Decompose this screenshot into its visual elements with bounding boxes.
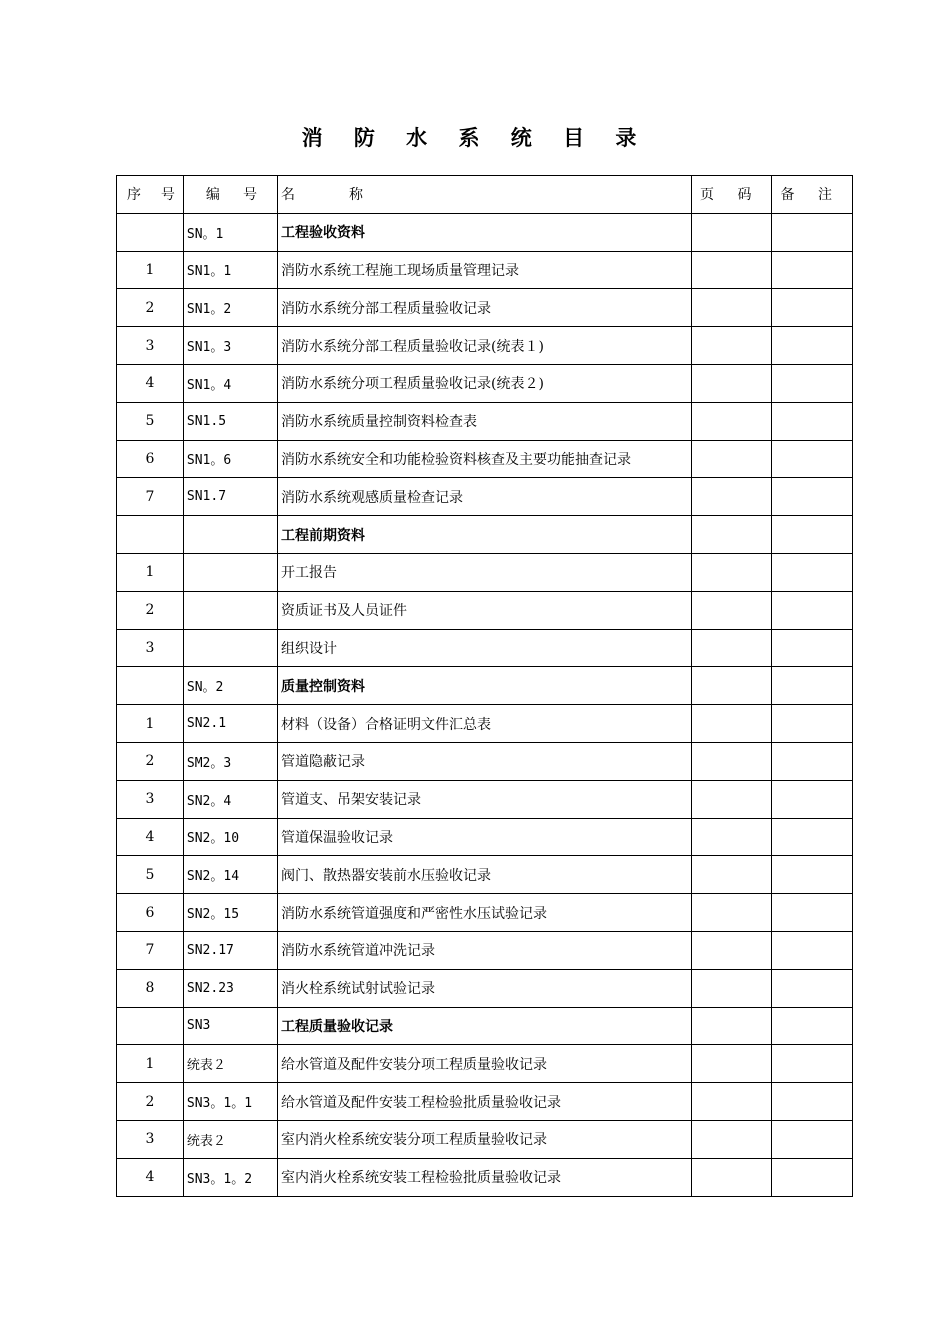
row-name: 管道隐蔽记录 xyxy=(277,742,691,780)
row-note xyxy=(772,516,853,554)
row-name: 消防水系统管道强度和严密性水压试验记录 xyxy=(277,894,691,932)
row-name: 消防水系统安全和功能检验资料核查及主要功能抽查记录 xyxy=(277,440,691,478)
row-page xyxy=(691,969,772,1007)
row-note xyxy=(772,289,853,327)
row-name: 组织设计 xyxy=(277,629,691,667)
row-code xyxy=(183,553,277,591)
row-code: SN。2 xyxy=(183,667,277,705)
row-name: 消防水系统工程施工现场质量管理记录 xyxy=(277,251,691,289)
row-page xyxy=(691,289,772,327)
table-row xyxy=(117,440,853,478)
row-seq: 4 xyxy=(117,818,184,856)
row-seq: 4 xyxy=(117,1158,184,1196)
page-title: 消 防 水 系 统 目 录 xyxy=(301,125,649,150)
row-name: 工程质量验收记录 xyxy=(277,1007,691,1045)
table-row xyxy=(117,1045,853,1083)
row-seq: 3 xyxy=(117,780,184,818)
table-row xyxy=(117,1120,853,1158)
row-name: 室内消火栓系统安装工程检验批质量验收记录 xyxy=(277,1158,691,1196)
row-code: SN2。4 xyxy=(183,780,277,818)
row-page xyxy=(691,629,772,667)
row-page xyxy=(691,1083,772,1121)
row-name: 消防水系统观感质量检查记录 xyxy=(277,478,691,516)
row-name: 管道保温验收记录 xyxy=(277,818,691,856)
row-note xyxy=(772,780,853,818)
table-row xyxy=(117,780,853,818)
row-seq: 1 xyxy=(117,553,184,591)
row-page xyxy=(691,440,772,478)
row-code xyxy=(183,591,277,629)
row-code: SN3。1。1 xyxy=(183,1083,277,1121)
row-page xyxy=(691,742,772,780)
table-row xyxy=(117,327,853,365)
row-code: 统表２ xyxy=(183,1045,277,1083)
table-row xyxy=(117,402,853,440)
row-page xyxy=(691,591,772,629)
row-seq: 1 xyxy=(117,705,184,743)
row-seq: 6 xyxy=(117,440,184,478)
row-note xyxy=(772,818,853,856)
row-page xyxy=(691,478,772,516)
header-note: 备注 xyxy=(772,176,853,214)
row-code: SN1。4 xyxy=(183,364,277,402)
row-name: 给水管道及配件安装工程检验批质量验收记录 xyxy=(277,1083,691,1121)
row-code: SN3 xyxy=(183,1007,277,1045)
row-code: SN1。2 xyxy=(183,289,277,327)
row-code: SN2.23 xyxy=(183,969,277,1007)
row-name: 消防水系统管道冲洗记录 xyxy=(277,931,691,969)
row-seq: 5 xyxy=(117,402,184,440)
row-code xyxy=(183,516,277,554)
row-name: 给水管道及配件安装分项工程质量验收记录 xyxy=(277,1045,691,1083)
row-seq: 2 xyxy=(117,591,184,629)
row-seq: 8 xyxy=(117,969,184,1007)
row-name: 工程前期资料 xyxy=(277,516,691,554)
table-row xyxy=(117,553,853,591)
row-seq xyxy=(117,1007,184,1045)
row-code: SN2。14 xyxy=(183,856,277,894)
row-name: 质量控制资料 xyxy=(277,667,691,705)
row-seq: 5 xyxy=(117,856,184,894)
row-seq: 3 xyxy=(117,327,184,365)
row-code: SN1。1 xyxy=(183,251,277,289)
row-seq: 3 xyxy=(117,629,184,667)
row-code: SN2。10 xyxy=(183,818,277,856)
row-note xyxy=(772,1045,853,1083)
row-page xyxy=(691,894,772,932)
row-page xyxy=(691,364,772,402)
row-note xyxy=(772,591,853,629)
row-page xyxy=(691,931,772,969)
table-row xyxy=(117,478,853,516)
row-note xyxy=(772,629,853,667)
row-name: 消防水系统分部工程质量验收记录(统表１) xyxy=(277,327,691,365)
row-page xyxy=(691,856,772,894)
row-name: 工程验收资料 xyxy=(277,213,691,251)
row-note xyxy=(772,742,853,780)
row-name: 室内消火栓系统安装分项工程质量验收记录 xyxy=(277,1120,691,1158)
row-note xyxy=(772,931,853,969)
row-name: 管道支、吊架安装记录 xyxy=(277,780,691,818)
row-page xyxy=(691,1158,772,1196)
row-page xyxy=(691,516,772,554)
row-code: SN1.7 xyxy=(183,478,277,516)
table-row xyxy=(117,856,853,894)
row-page xyxy=(691,1007,772,1045)
row-note xyxy=(772,1007,853,1045)
row-note xyxy=(772,969,853,1007)
row-name: 阀门、散热器安装前水压验收记录 xyxy=(277,856,691,894)
section-row xyxy=(117,213,853,251)
header-page: 页码 xyxy=(691,176,772,214)
row-name: 资质证书及人员证件 xyxy=(277,591,691,629)
row-code: SM2。3 xyxy=(183,742,277,780)
row-page xyxy=(691,1045,772,1083)
table-row xyxy=(117,705,853,743)
row-name: 消火栓系统试射试验记录 xyxy=(277,969,691,1007)
row-code: SN2。15 xyxy=(183,894,277,932)
row-seq: 3 xyxy=(117,1120,184,1158)
row-note xyxy=(772,856,853,894)
row-page xyxy=(691,1120,772,1158)
row-page xyxy=(691,780,772,818)
row-seq xyxy=(117,667,184,705)
row-note xyxy=(772,213,853,251)
row-code xyxy=(183,629,277,667)
row-note xyxy=(772,1158,853,1196)
row-note xyxy=(772,705,853,743)
row-page xyxy=(691,818,772,856)
table-row xyxy=(117,289,853,327)
row-page xyxy=(691,553,772,591)
table-header-row xyxy=(117,176,853,214)
row-note xyxy=(772,894,853,932)
header-code: 编号 xyxy=(183,176,277,214)
row-note xyxy=(772,402,853,440)
table-row xyxy=(117,1158,853,1196)
row-name: 材料（设备）合格证明文件汇总表 xyxy=(277,705,691,743)
row-code: SN。1 xyxy=(183,213,277,251)
row-note xyxy=(772,667,853,705)
directory-table xyxy=(116,175,853,1197)
header-name-label: 名称 xyxy=(280,187,363,204)
row-name: 消防水系统分项工程质量验收记录(统表２) xyxy=(277,364,691,402)
row-note xyxy=(772,553,853,591)
row-page xyxy=(691,327,772,365)
row-code: SN1.5 xyxy=(183,402,277,440)
row-code: SN3。1。2 xyxy=(183,1158,277,1196)
row-page xyxy=(691,402,772,440)
table-row xyxy=(117,742,853,780)
row-note xyxy=(772,251,853,289)
row-note xyxy=(772,478,853,516)
section-row xyxy=(117,667,853,705)
row-code: 统表２ xyxy=(183,1120,277,1158)
row-name: 开工报告 xyxy=(277,553,691,591)
table-row xyxy=(117,591,853,629)
row-seq: 6 xyxy=(117,894,184,932)
table-row xyxy=(117,931,853,969)
row-seq: 7 xyxy=(117,478,184,516)
row-seq: 1 xyxy=(117,251,184,289)
row-seq: 2 xyxy=(117,742,184,780)
header-seq: 序号 xyxy=(117,176,184,214)
row-page xyxy=(691,705,772,743)
row-seq: 2 xyxy=(117,289,184,327)
row-code: SN2.1 xyxy=(183,705,277,743)
table-row xyxy=(117,818,853,856)
row-seq: 7 xyxy=(117,931,184,969)
row-page xyxy=(691,213,772,251)
table-row xyxy=(117,894,853,932)
section-row xyxy=(117,1007,853,1045)
row-note xyxy=(772,1083,853,1121)
row-seq: 4 xyxy=(117,364,184,402)
row-code: SN2.17 xyxy=(183,931,277,969)
table-row xyxy=(117,1083,853,1121)
row-note xyxy=(772,327,853,365)
table-row xyxy=(117,364,853,402)
row-note xyxy=(772,364,853,402)
row-seq: 1 xyxy=(117,1045,184,1083)
header-name xyxy=(277,176,691,214)
row-seq xyxy=(117,516,184,554)
table-row xyxy=(117,969,853,1007)
row-name: 消防水系统质量控制资料检查表 xyxy=(277,402,691,440)
row-note xyxy=(772,440,853,478)
row-page xyxy=(691,251,772,289)
row-code: SN1。6 xyxy=(183,440,277,478)
table-row xyxy=(117,629,853,667)
row-page xyxy=(691,667,772,705)
row-seq xyxy=(117,213,184,251)
row-code: SN1。3 xyxy=(183,327,277,365)
row-name: 消防水系统分部工程质量验收记录 xyxy=(277,289,691,327)
table-row xyxy=(117,251,853,289)
row-seq: 2 xyxy=(117,1083,184,1121)
section-row xyxy=(117,516,853,554)
row-note xyxy=(772,1120,853,1158)
